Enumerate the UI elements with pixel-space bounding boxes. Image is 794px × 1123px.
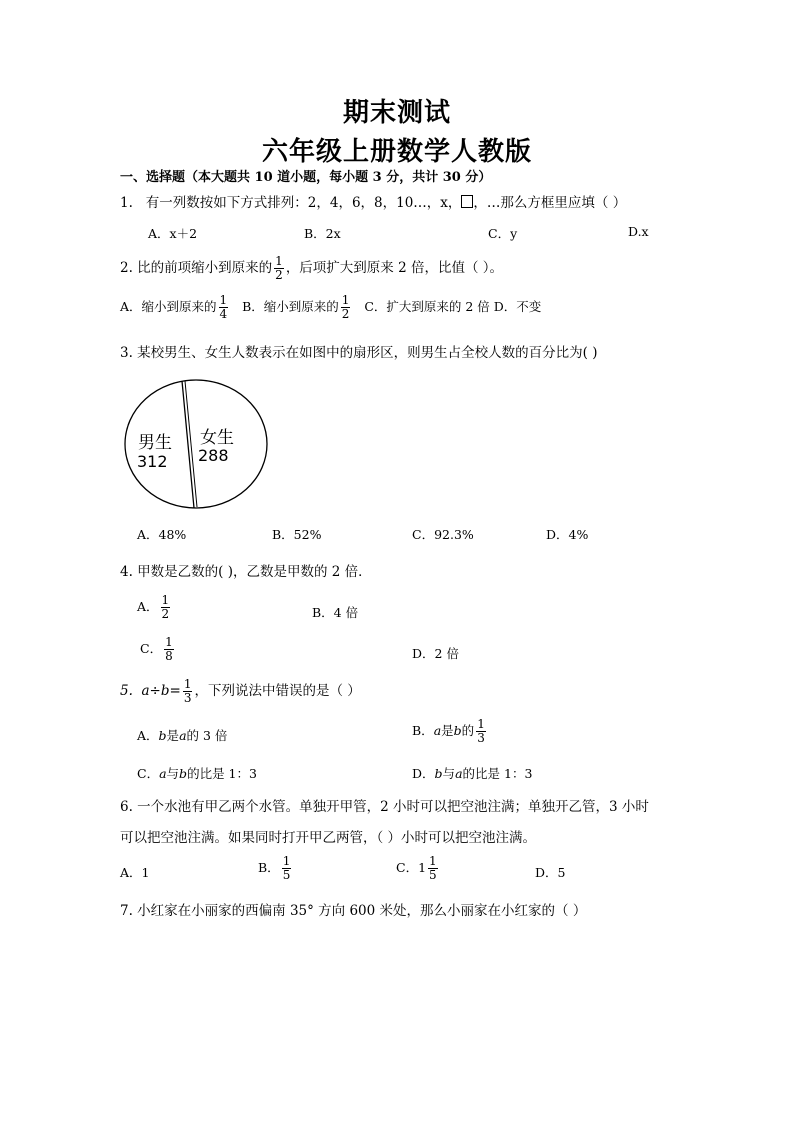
question-3-option-d: D．4% <box>546 527 589 542</box>
question-2-option-a-text: A．缩小到原来的 <box>120 299 217 314</box>
option-mid: 是 <box>441 723 454 738</box>
option-mid: 与 <box>166 766 180 781</box>
question-2-stem-b: ，后项扩大到原来 2 倍，比值（ ）。 <box>285 260 504 276</box>
fraction-numerator: 1 <box>275 254 283 268</box>
option-var-2: a <box>455 766 463 781</box>
title-line-2: 六年级上册数学人教版 <box>261 137 532 167</box>
option-post: 的比是 1：3 <box>187 766 257 781</box>
question-3-stem: 3. 某校男生、女生人数表示在如图中的扇形区，则男生占全校人数的百分比为( ) <box>120 345 598 361</box>
fraction-denominator: 5 <box>282 868 291 882</box>
question-5-option-d <box>412 764 532 782</box>
question-1-number: 1. <box>120 195 133 211</box>
question-2-option-b-text: B．缩小到原来的 <box>242 299 339 314</box>
question-2-option-a-fraction <box>219 294 229 321</box>
question-1 <box>120 191 626 211</box>
question-5-div: ÷ <box>149 683 161 699</box>
option-prefix: C．1 <box>396 860 427 875</box>
fraction-numerator: 1 <box>341 293 350 307</box>
option-prefix: C． <box>137 766 160 781</box>
question-4-option-c <box>140 636 176 663</box>
pie-girl-label: 女生 <box>200 428 234 448</box>
question-5-eq: = <box>169 683 181 699</box>
question-3-option-c: C．92.3% <box>412 527 474 542</box>
question-5-var-b: b <box>160 683 170 699</box>
question-7-stem: 7. 小红家在小丽家的西偏南 35° 方向 600 米处，那么小丽家在小红家的（ ） <box>120 903 587 919</box>
option-prefix: A． <box>137 728 159 743</box>
option-var-2: b <box>179 766 188 781</box>
question-4-stem: 4. 甲数是乙数的( )，乙数是甲数的 2 倍． <box>120 564 372 580</box>
question-4-option-d: D．2 倍 <box>412 646 459 661</box>
fraction-numerator: 1 <box>219 293 228 307</box>
question-5-fraction <box>183 678 193 705</box>
fraction-numerator: 1 <box>429 854 437 868</box>
question-1-option-c: C．y <box>488 226 518 241</box>
fraction-denominator: 2 <box>275 268 283 282</box>
question-6-option-b-fraction <box>282 855 292 882</box>
fraction-denominator: 5 <box>429 868 437 882</box>
option-var-2: a <box>179 728 187 743</box>
question-2-option-cd-text: C．扩大到原来的 2 倍 D．不变 <box>364 299 542 314</box>
question-1-option-b: B．2x <box>304 226 341 241</box>
option-var-1: a <box>433 723 442 738</box>
question-5-var-a: a <box>141 683 150 699</box>
blank-box <box>461 195 473 208</box>
question-1-option-a: A．x＋2 <box>148 226 198 241</box>
question-6-option-b <box>258 855 293 882</box>
option-var-1: b <box>158 728 167 743</box>
fraction-numerator: 1 <box>161 593 170 607</box>
pie-boy-label: 男生 <box>138 433 172 453</box>
option-var-1: b <box>434 766 443 781</box>
fraction-numerator: 1 <box>477 717 485 731</box>
fraction-denominator: 3 <box>183 691 192 705</box>
fraction-denominator: 2 <box>341 307 350 321</box>
option-post: 的 3 倍 <box>186 728 228 743</box>
question-5-option-c <box>137 764 257 782</box>
question-6-line-2: 可以把空池注满。如果同时打开甲乙两管，（ ）小时可以把空池注满。 <box>120 830 537 846</box>
question-6-option-c <box>396 855 440 882</box>
title-line-1: 期末测试 <box>342 98 451 128</box>
question-5-stem-b: ，下列说法中错误的是（ ） <box>194 683 361 699</box>
option-prefix: B． <box>412 723 434 738</box>
question-5-option-b-fraction <box>476 718 486 745</box>
option-post: 的 <box>461 723 475 738</box>
question-4-option-a-label: A． <box>137 599 159 614</box>
section-heading: 一、选择题（本大题共 10 道小题，每小题 3 分，共计 30 分） <box>120 170 492 185</box>
question-1-stem-a: 有一列数按如下方式排列：2，4，6，8，10…，x， <box>145 195 462 211</box>
question-5-number: 5. <box>120 683 133 699</box>
question-2-stem-a: 2. 比的前项缩小到原来的 <box>120 260 273 276</box>
question-6-option-c-fraction <box>428 855 438 882</box>
option-var-2: b <box>453 723 462 738</box>
question-6-option-a: A．1 <box>120 865 150 880</box>
option-mid: 是 <box>166 728 180 743</box>
question-4-option-b: B．4 倍 <box>312 605 359 620</box>
fraction-denominator: 2 <box>161 607 170 621</box>
question-1-stem-b: ，…那么方框里应填（ ） <box>473 195 627 211</box>
question-6-line-1: 6. 一个水池有甲乙两个水管。单独开甲管，2 小时可以把空池注满；单独开乙管，3 小时 <box>120 799 649 815</box>
question-2 <box>120 255 503 282</box>
question-5-option-b <box>412 718 488 745</box>
question-4-option-c-label: C． <box>140 641 163 656</box>
pie-chart <box>118 376 278 516</box>
pie-girl-value: 288 <box>198 446 229 465</box>
question-4-option-a-fraction <box>161 594 171 621</box>
fraction-numerator: 1 <box>183 677 192 691</box>
option-prefix: D． <box>412 766 435 781</box>
fraction-denominator: 8 <box>165 649 173 663</box>
option-mid: 与 <box>442 766 456 781</box>
question-4-option-a <box>137 594 172 621</box>
option-var-1: a <box>159 766 167 781</box>
fraction-numerator: 1 <box>165 635 173 649</box>
option-prefix: B． <box>258 860 280 875</box>
fraction-denominator: 4 <box>219 307 228 321</box>
fraction-denominator: 3 <box>477 731 485 745</box>
question-1-option-d: D.x <box>628 224 649 239</box>
option-post: 的比是 1：3 <box>462 766 533 781</box>
question-3-option-b: B．52% <box>272 527 322 542</box>
question-5 <box>120 678 361 705</box>
question-3-option-a: A．48% <box>137 527 187 542</box>
pie-boy-value: 312 <box>137 452 168 471</box>
question-2-fraction <box>274 255 284 282</box>
question-4-option-c-fraction <box>164 636 174 663</box>
question-5-option-a <box>137 726 227 744</box>
fraction-numerator: 1 <box>282 854 291 868</box>
question-6-option-d: D．5 <box>535 865 566 880</box>
question-2-options <box>120 294 541 321</box>
question-2-option-b-fraction <box>341 294 351 321</box>
